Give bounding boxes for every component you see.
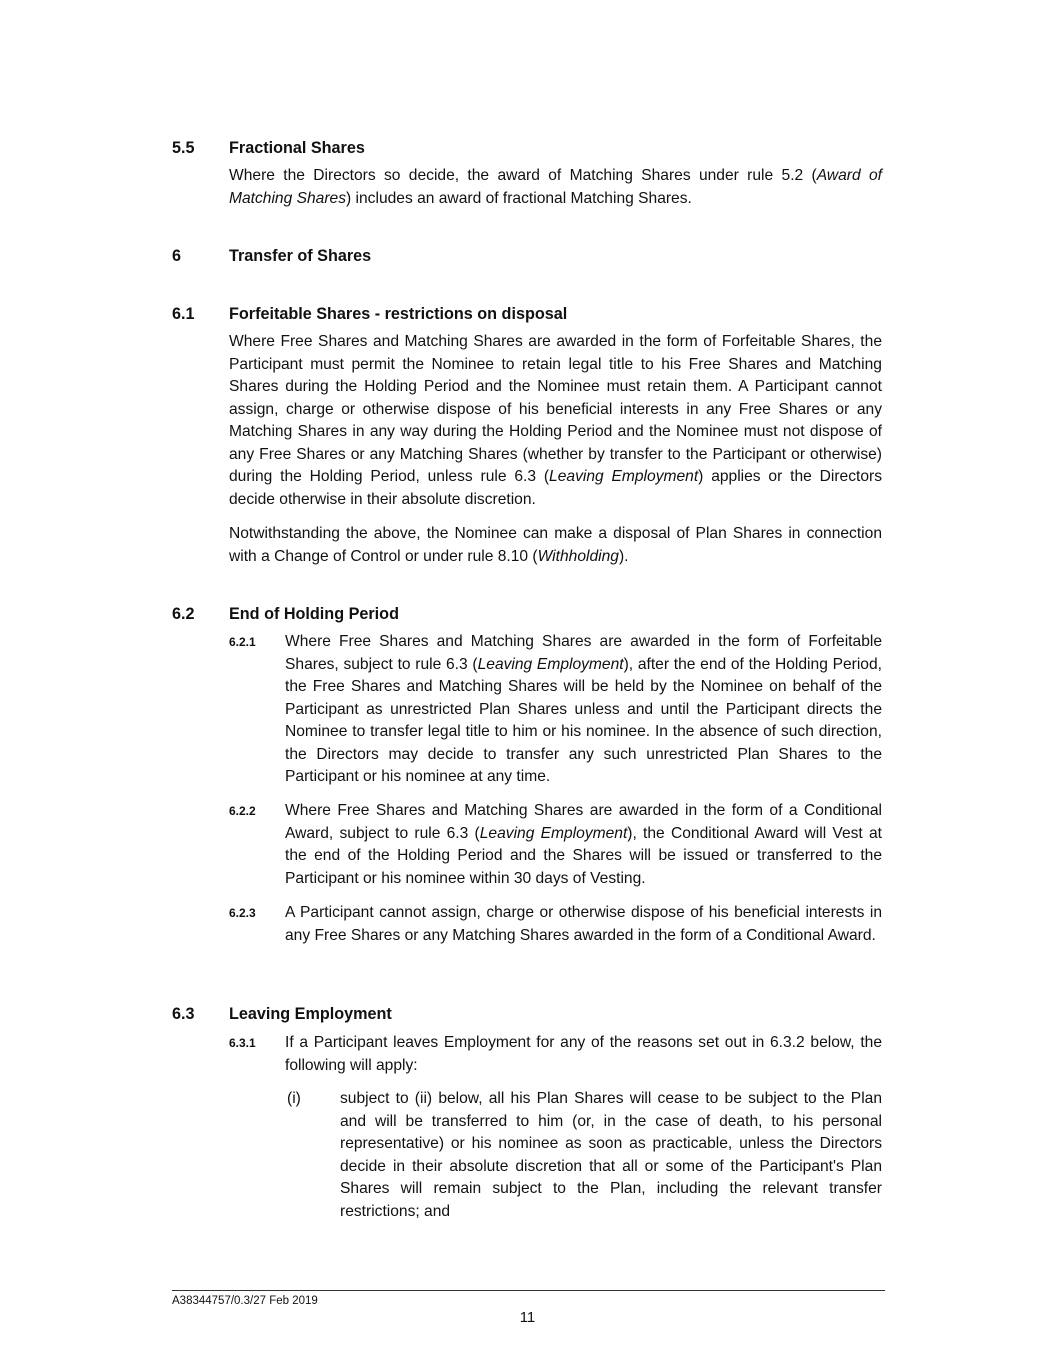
clause-6-2-1-number: 6.2.1 bbox=[229, 635, 256, 649]
italic-reference: Withholding bbox=[537, 547, 619, 565]
italic-reference: Leaving Employment bbox=[477, 655, 624, 673]
section-6-1-paragraph-1: Where Free Shares and Matching Shares are awarded in the form of Forfeitable Shares, the Participant must permit the Nominee to retain legal title to his Free Shares and Matching Shares during the Holding Period and the Nominee must retain them. A Participant cannot assign, charge or otherwise dispose of his beneficial interests in any Free Shares or any Matching Shares in any way during the Holding Period and the Nominee must not dispose of any Free Shares or any Matching Shares (whether by transfer to the Participant or otherwise) during the Holding Period, unless rule 6.3 (Leaving Employment) applies or the Directors decide otherwise in their absolute discretion. bbox=[229, 333, 883, 508]
item-i-number: (i) bbox=[287, 1090, 301, 1107]
page-number: 11 bbox=[519, 1309, 536, 1326]
italic-reference: Award of Matching Shares bbox=[229, 167, 882, 207]
clause-6-3-1-number: 6.3.1 bbox=[229, 1036, 256, 1050]
clause-6-2-1-text: Where Free Shares and Matching Shares are awarded in the form of Forfeitable Shares, subject to rule 6.3 (Leaving Employment), after the end of the Holding Period, the Free Shares and Matching Shares will be held by the Nominee on behalf of the Participant as unrestricted Plan Shares unless and until the Participant directs the Nominee to transfer legal title to him or his nominee. In the absence of such direction, the Directors may decide to transfer any such unrestricted Plan Shares to the Participant or his nominee at any time. bbox=[285, 633, 882, 785]
section-6-number: 6 bbox=[172, 247, 182, 265]
section-5-5-number: 5.5 bbox=[172, 139, 195, 157]
italic-reference: Leaving Employment bbox=[549, 468, 699, 485]
clause-6-3-1-text: If a Participant leaves Employment for any of the reasons set out in 6.3.2 below, the following will apply: bbox=[285, 1034, 882, 1074]
section-6-3-number: 6.3 bbox=[172, 1005, 195, 1023]
item-i-text: subject to (ii) below, all his Plan Shares will cease to be subject to the Plan and will be transferred to him (or, in the case of death, to his personal representative) or his nominee as soon as practicable, unless the Directors decide in their absolute discretion that all or some of the Participant's Plan Shares will remain subject to the Plan, including the relevant transfer restrictions; and bbox=[340, 1090, 882, 1220]
section-6-title: Transfer of Shares bbox=[229, 247, 372, 265]
section-6-1-number: 6.1 bbox=[172, 305, 195, 323]
italic-reference: Leaving Employment bbox=[479, 824, 628, 842]
section-6-1-title: Forfeitable Shares - restrictions on disposal bbox=[229, 305, 568, 323]
section-6-2-title: End of Holding Period bbox=[229, 605, 399, 623]
clause-6-2-3-number: 6.2.3 bbox=[229, 906, 256, 920]
section-6-1-paragraph-2: Notwithstanding the above, the Nominee can make a disposal of Plan Shares in connection with a Change of Control or under rule 8.10 (Withholding). bbox=[229, 525, 882, 565]
section-5-5-title: Fractional Shares bbox=[229, 139, 365, 157]
clause-6-2-2-text: Where Free Shares and Matching Shares are awarded in the form of a Conditional Award, subject to rule 6.3 (Leaving Employment), the Conditional Award will Vest at the end of the Holding Period and the Shares will be issued or transferred to the Participant or his nominee within 30 days of Vesting. bbox=[285, 802, 883, 887]
section-6-3-title: Leaving Employment bbox=[229, 1005, 392, 1023]
section-5-5-paragraph: Where the Directors so decide, the award of Matching Shares under rule 5.2 (Award of Matching Shares) includes an award of fractional Matching Shares. bbox=[229, 167, 882, 207]
section-6-2-number: 6.2 bbox=[172, 605, 195, 623]
footer-document-reference: A38344757/0.3/27 Feb 2019 bbox=[172, 1295, 318, 1307]
clause-6-2-3-text: A Participant cannot assign, charge or otherwise dispose of his beneficial interests in any Free Shares or any Matching Shares awarded in the form of a Conditional Award. bbox=[285, 904, 882, 944]
footer-divider bbox=[172, 1290, 885, 1291]
clause-6-2-2-number: 6.2.2 bbox=[229, 804, 256, 818]
